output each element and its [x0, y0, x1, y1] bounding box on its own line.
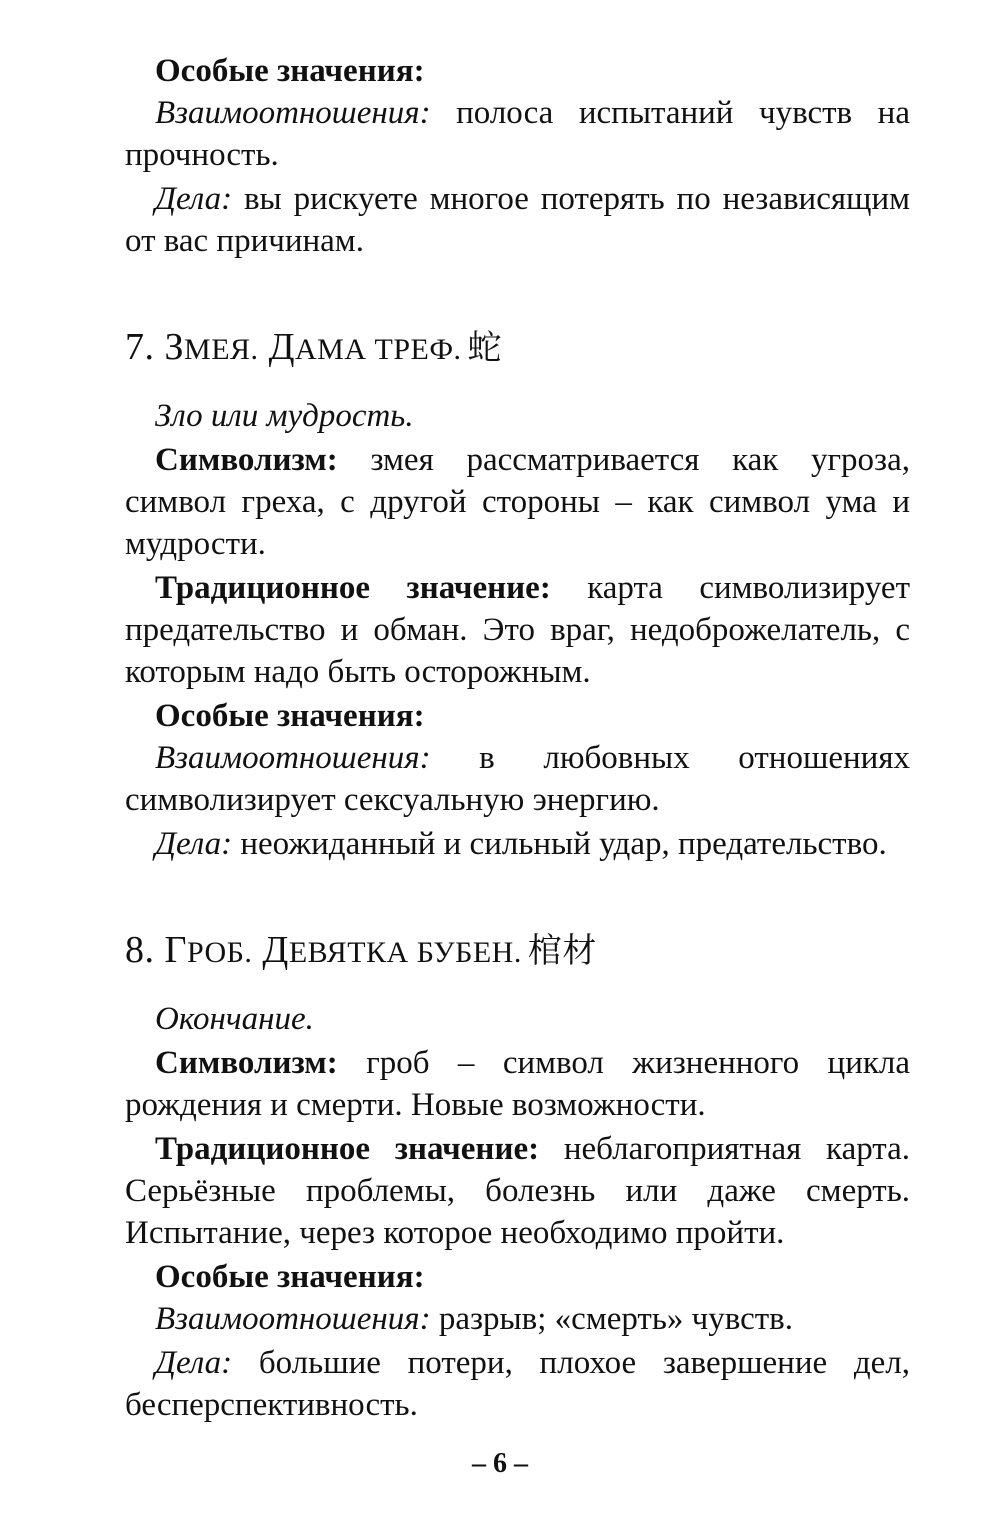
symbolism-text: змея рассматривается как угроза, символ греха, с другой стороны – как символ ума и мудрости. [125, 442, 910, 562]
traditional-text: неблагоприятная карта. Серьёзные проблемы, болезнь или даже смерть. Испытание, через которое необходимо пройти. [125, 1131, 911, 1251]
section-7-title [125, 322, 910, 375]
affairs-label: Дела: [155, 1345, 233, 1381]
affairs-text: большие потери, плохое завершение дел, бесперспективность. [125, 1345, 910, 1423]
special-meanings-heading: Особые значения: [155, 1259, 425, 1295]
card-name-initial: Д [268, 326, 295, 368]
section-tagline: Окончание. [155, 1001, 314, 1037]
symbolism-text: гроб – символ жизненного цикла рождения и смерти. Новые возможности. [125, 1045, 910, 1123]
relations-text: разрыв; «смерть» чувств. [438, 1301, 794, 1337]
traditional-paragraph [125, 567, 910, 693]
traditional-paragraph [125, 1128, 910, 1254]
chinese-characters: 棺材 [527, 931, 597, 971]
card-name-initial: Д [262, 929, 289, 971]
traditional-label: Традиционное значение: [155, 570, 551, 606]
affairs-label: Дела: [155, 826, 233, 862]
symbolism-paragraph [125, 439, 910, 565]
section-8-title [125, 925, 910, 978]
affairs-text: неожиданный и сильный удар, предательство. [240, 826, 887, 862]
relations-text: в любовных отношениях символизирует сексуальную энергию. [125, 740, 910, 818]
traditional-text: карта символизирует предательство и обман. Это враг, недоброжелатель, с которым надо быть осторожным. [125, 570, 911, 690]
page-body [125, 50, 910, 1426]
affairs-paragraph [125, 823, 910, 865]
relations-paragraph [125, 1298, 910, 1340]
section-name-initial: З [164, 326, 185, 368]
relations-text: полоса испытаний чувств на прочность. [125, 95, 910, 173]
symbolism-label: Символизм: [155, 442, 338, 478]
affairs-label: Дела: [155, 181, 233, 217]
relations-label: Взаимоотношения: [155, 740, 431, 776]
card-name-rest: ЕВЯТКА БУБЕН. [288, 936, 522, 969]
traditional-label: Традиционное значение: [155, 1131, 540, 1167]
section-number: 7. [125, 326, 155, 368]
affairs-paragraph [125, 1342, 910, 1426]
section-tagline: Зло или мудрость. [155, 398, 414, 434]
page-number: – 6 – [472, 1448, 528, 1479]
affairs-paragraph [125, 178, 910, 262]
section-number: 8. [125, 929, 155, 971]
chinese-characters: 蛇 [467, 328, 503, 368]
section-name-rest: МЕЯ. [184, 333, 259, 366]
card-name-rest: АМА ТРЕФ. [294, 333, 462, 366]
relations-label: Взаимоотношения: [155, 1301, 431, 1337]
symbolism-paragraph [125, 1042, 910, 1126]
relations-label: Взаимоотношения: [155, 95, 431, 131]
symbolism-label: Символизм: [155, 1045, 338, 1081]
special-meanings-heading: Особые значения: [155, 698, 425, 734]
affairs-text: вы рискуете многое потерять по независящим от вас причинам. [125, 181, 910, 259]
special-meanings-heading: Особые значения: [155, 53, 425, 89]
relations-paragraph [125, 92, 910, 176]
relations-paragraph [125, 737, 910, 821]
section-name-initial: Г [164, 929, 187, 971]
section-name-rest: РОБ. [186, 936, 253, 969]
